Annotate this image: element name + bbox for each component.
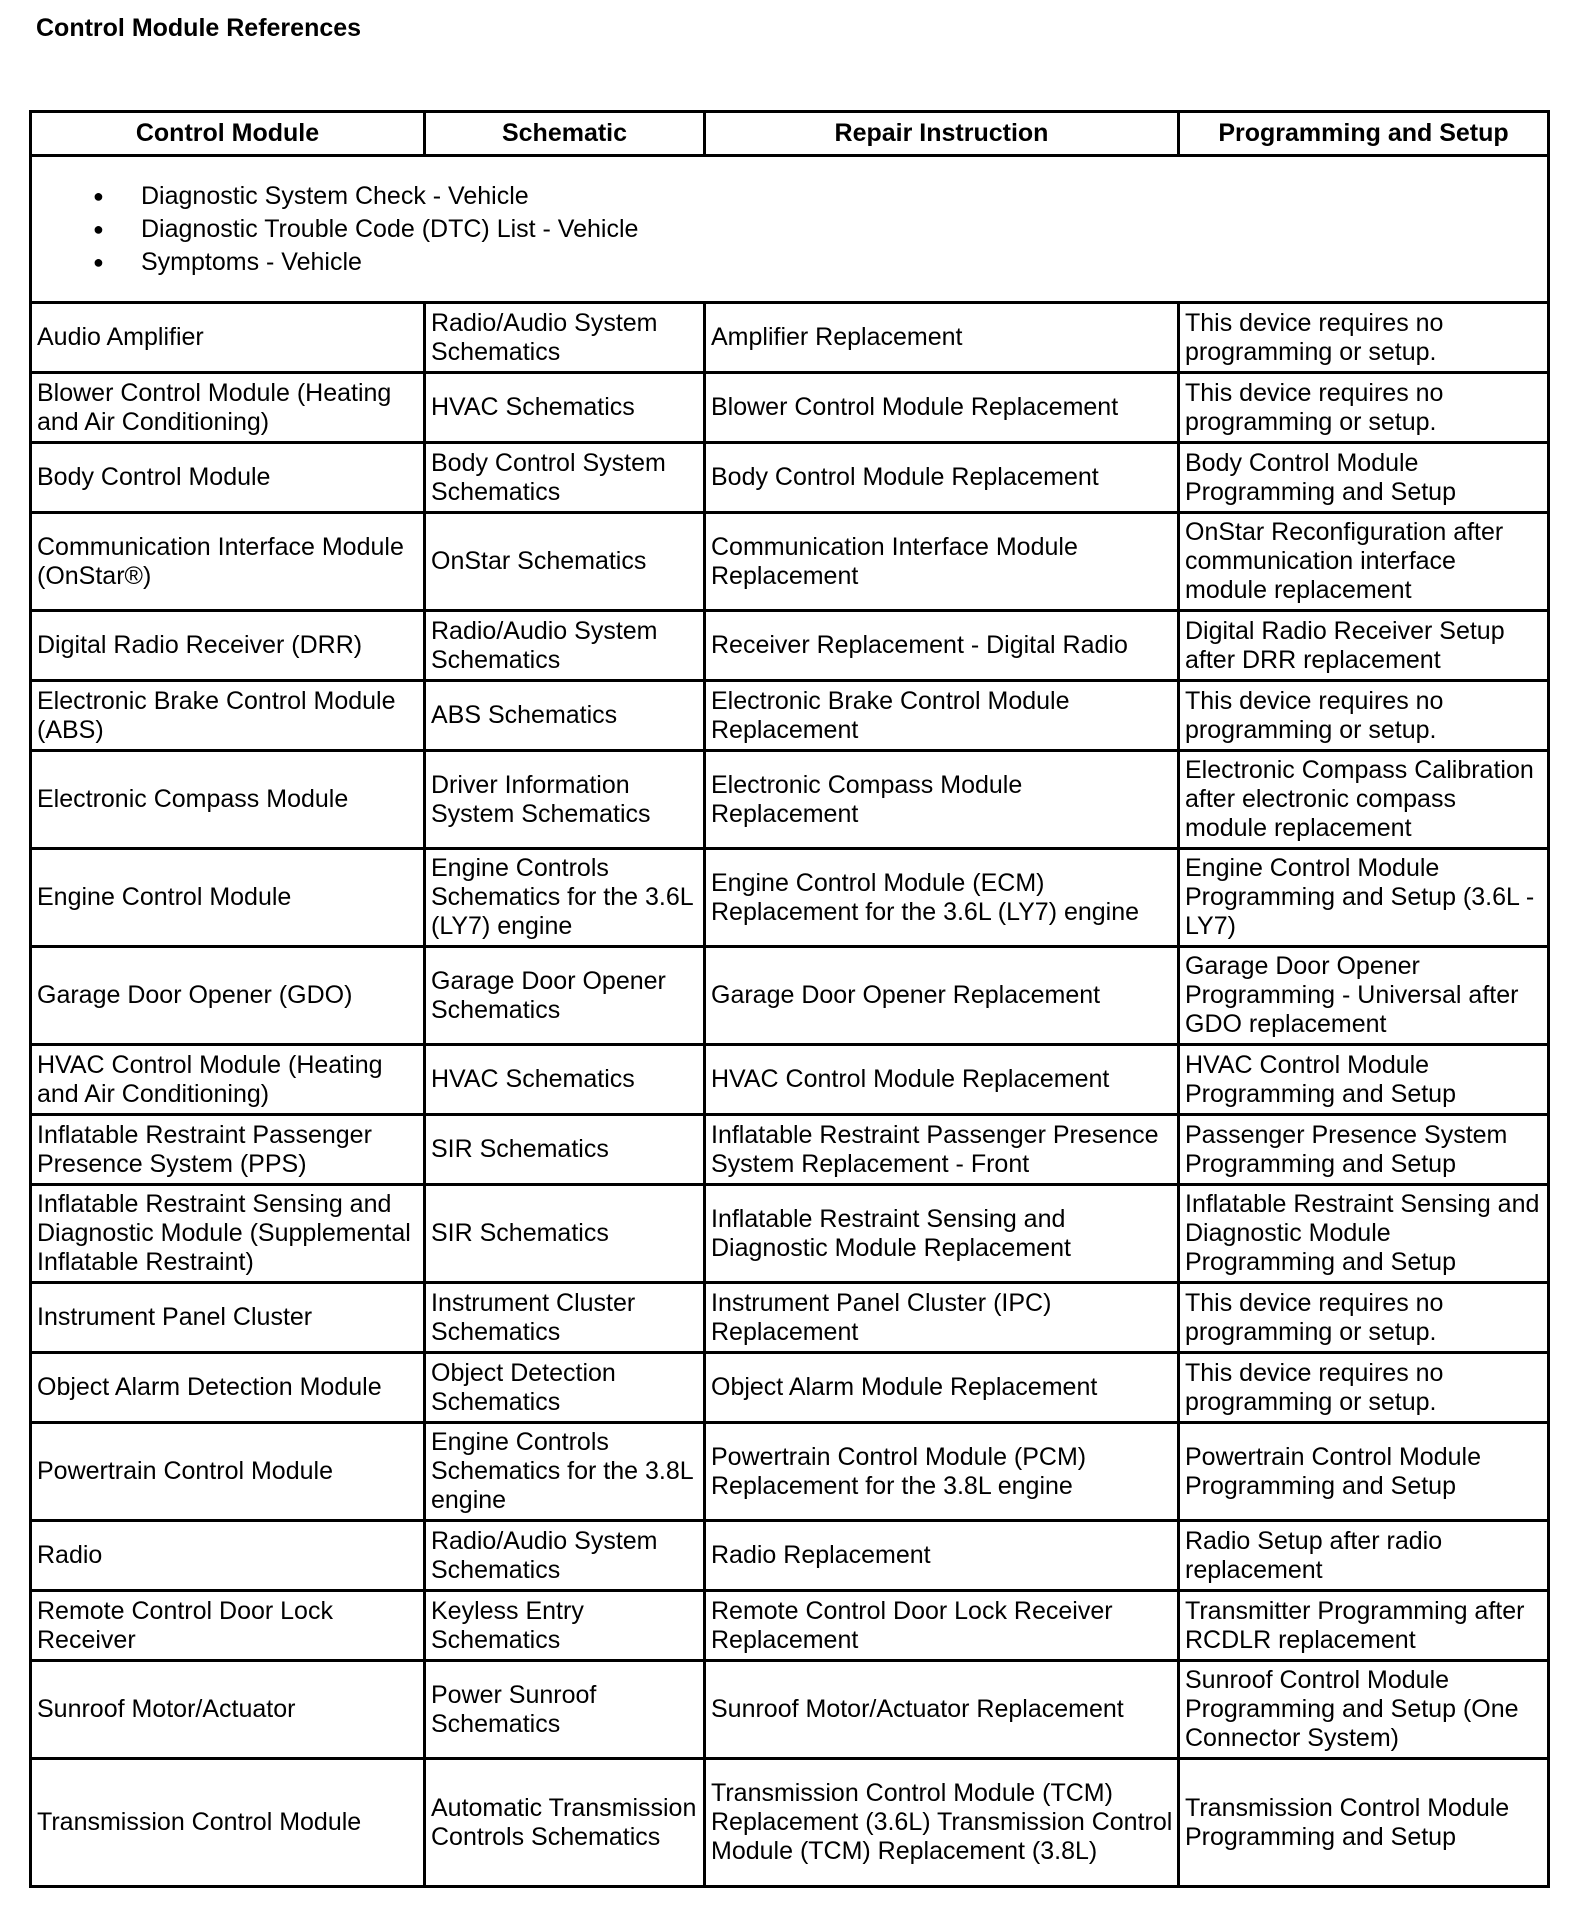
intro-item-label: Diagnostic Trouble Code (DTC) List - Vehicle [141, 214, 639, 243]
programming-setup-link[interactable]: This device requires no programming or setup. [1179, 303, 1549, 373]
repair-instruction-link[interactable]: Engine Control Module (ECM) Replacement for the 3.6L (LY7) engine [705, 849, 1179, 947]
repair-instruction-link[interactable]: Blower Control Module Replacement [705, 373, 1179, 443]
programming-setup-link[interactable]: HVAC Control Module Programming and Setup [1179, 1045, 1549, 1115]
table-row [31, 1521, 1549, 1591]
table-row [31, 1185, 1549, 1283]
page-title: Control Module References [36, 14, 362, 42]
schematic-link[interactable]: HVAC Schematics [425, 1045, 705, 1115]
schematic-link[interactable]: SIR Schematics [425, 1185, 705, 1283]
control-module-cell: Electronic Brake Control Module (ABS) [31, 681, 425, 751]
repair-instruction-link[interactable]: Remote Control Door Lock Receiver Replacement [705, 1591, 1179, 1661]
schematic-link[interactable]: ABS Schematics [425, 681, 705, 751]
repair-instruction-link[interactable]: Body Control Module Replacement [705, 443, 1179, 513]
control-module-cell: Audio Amplifier [31, 303, 425, 373]
schematic-link[interactable]: Keyless Entry Schematics [425, 1591, 705, 1661]
programming-setup-link[interactable]: Powertrain Control Module Programming and Setup [1179, 1423, 1549, 1521]
control-module-cell: Inflatable Restraint Sensing and Diagnostic Module (Supplemental Inflatable Restraint) [31, 1185, 425, 1283]
programming-setup-link[interactable]: This device requires no programming or setup. [1179, 1283, 1549, 1353]
control-module-cell: Radio [31, 1521, 425, 1591]
table-row [31, 947, 1549, 1045]
repair-instruction-link[interactable]: Garage Door Opener Replacement [705, 947, 1179, 1045]
table-row [31, 303, 1549, 373]
table-row [31, 751, 1549, 849]
table-row [31, 1353, 1549, 1423]
header-repair-instruction: Repair Instruction [705, 112, 1179, 156]
control-module-cell: Transmission Control Module [31, 1759, 425, 1887]
repair-instruction-link[interactable]: Receiver Replacement - Digital Radio [705, 611, 1179, 681]
repair-instruction-link[interactable]: Communication Interface Module Replacement [705, 513, 1179, 611]
control-module-cell: Engine Control Module [31, 849, 425, 947]
bullet-icon: ● [93, 251, 104, 272]
programming-setup-link[interactable]: Garage Door Opener Programming - Universal after GDO replacement [1179, 947, 1549, 1045]
schematic-link[interactable]: HVAC Schematics [425, 373, 705, 443]
programming-setup-link[interactable]: Transmitter Programming after RCDLR replacement [1179, 1591, 1549, 1661]
intro-item-symptoms[interactable] [37, 246, 1543, 279]
repair-instruction-link[interactable]: Electronic Brake Control Module Replacement [705, 681, 1179, 751]
programming-setup-link[interactable]: Body Control Module Programming and Setup [1179, 443, 1549, 513]
programming-setup-link[interactable]: This device requires no programming or setup. [1179, 681, 1549, 751]
control-module-reference-table [29, 110, 1550, 1888]
intro-cell [31, 156, 1549, 303]
table-row [31, 443, 1549, 513]
repair-instruction-link[interactable]: Sunroof Motor/Actuator Replacement [705, 1661, 1179, 1759]
schematic-link[interactable]: Object Detection Schematics [425, 1353, 705, 1423]
schematic-link[interactable]: Engine Controls Schematics for the 3.6L (LY7) engine [425, 849, 705, 947]
programming-setup-link[interactable]: Inflatable Restraint Sensing and Diagnostic Module Programming and Setup [1179, 1185, 1549, 1283]
programming-setup-link[interactable]: Transmission Control Module Programming and Setup [1179, 1759, 1549, 1887]
repair-instruction-link[interactable]: Radio Replacement [705, 1521, 1179, 1591]
header-schematic: Schematic [425, 112, 705, 156]
programming-setup-link[interactable]: Digital Radio Receiver Setup after DRR replacement [1179, 611, 1549, 681]
repair-instruction-link[interactable]: Transmission Control Module (TCM) Replacement (3.6L) Transmission Control Module (TCM) Replacement (3.8L) [705, 1759, 1179, 1887]
repair-instruction-link[interactable]: Inflatable Restraint Sensing and Diagnostic Module Replacement [705, 1185, 1179, 1283]
schematic-link[interactable]: Radio/Audio System Schematics [425, 303, 705, 373]
table-row [31, 1283, 1549, 1353]
control-module-cell: Blower Control Module (Heating and Air Conditioning) [31, 373, 425, 443]
control-module-cell: Digital Radio Receiver (DRR) [31, 611, 425, 681]
table-row [31, 1045, 1549, 1115]
table-row [31, 513, 1549, 611]
control-module-cell: Inflatable Restraint Passenger Presence System (PPS) [31, 1115, 425, 1185]
intro-item-label: Symptoms - Vehicle [141, 247, 362, 276]
header-control-module: Control Module [31, 112, 425, 156]
control-module-cell: Sunroof Motor/Actuator [31, 1661, 425, 1759]
schematic-link[interactable]: Body Control System Schematics [425, 443, 705, 513]
schematic-link[interactable]: Engine Controls Schematics for the 3.8L engine [425, 1423, 705, 1521]
intro-list [37, 180, 1543, 279]
header-programming-and-setup: Programming and Setup [1179, 112, 1549, 156]
intro-item-label: Diagnostic System Check - Vehicle [141, 181, 529, 210]
programming-setup-link[interactable]: Engine Control Module Programming and Setup (3.6L - LY7) [1179, 849, 1549, 947]
programming-setup-link[interactable]: OnStar Reconfiguration after communication interface module replacement [1179, 513, 1549, 611]
schematic-link[interactable]: SIR Schematics [425, 1115, 705, 1185]
programming-setup-link[interactable]: This device requires no programming or setup. [1179, 1353, 1549, 1423]
schematic-link[interactable]: Instrument Cluster Schematics [425, 1283, 705, 1353]
control-module-cell: Powertrain Control Module [31, 1423, 425, 1521]
table-row [31, 1759, 1549, 1887]
bullet-icon: ● [93, 185, 104, 206]
programming-setup-link[interactable]: Radio Setup after radio replacement [1179, 1521, 1549, 1591]
table-row [31, 373, 1549, 443]
schematic-link[interactable]: Automatic Transmission Controls Schematics [425, 1759, 705, 1887]
header-row [31, 112, 1549, 156]
repair-instruction-link[interactable]: HVAC Control Module Replacement [705, 1045, 1179, 1115]
control-module-cell: Remote Control Door Lock Receiver [31, 1591, 425, 1661]
bullet-icon: ● [93, 218, 104, 239]
table-row [31, 849, 1549, 947]
control-module-cell: Body Control Module [31, 443, 425, 513]
repair-instruction-link[interactable]: Instrument Panel Cluster (IPC) Replacement [705, 1283, 1179, 1353]
intro-item-dtc-list[interactable] [37, 213, 1543, 246]
table-row [31, 1591, 1549, 1661]
programming-setup-link[interactable]: Sunroof Control Module Programming and Setup (One Connector System) [1179, 1661, 1549, 1759]
programming-setup-link[interactable]: This device requires no programming or setup. [1179, 373, 1549, 443]
table-row [31, 1661, 1549, 1759]
control-module-cell: Object Alarm Detection Module [31, 1353, 425, 1423]
schematic-link[interactable]: Radio/Audio System Schematics [425, 611, 705, 681]
table-row [31, 1423, 1549, 1521]
repair-instruction-link[interactable]: Amplifier Replacement [705, 303, 1179, 373]
control-module-cell: Garage Door Opener (GDO) [31, 947, 425, 1045]
table-row [31, 611, 1549, 681]
repair-instruction-link[interactable]: Powertrain Control Module (PCM) Replacement for the 3.8L engine [705, 1423, 1179, 1521]
intro-item-diagnostic-system-check[interactable] [37, 180, 1543, 213]
repair-instruction-link[interactable]: Object Alarm Module Replacement [705, 1353, 1179, 1423]
intro-row [31, 156, 1549, 303]
programming-setup-link[interactable]: Electronic Compass Calibration after electronic compass module replacement [1179, 751, 1549, 849]
schematic-link[interactable]: Power Sunroof Schematics [425, 1661, 705, 1759]
control-module-cell: Instrument Panel Cluster [31, 1283, 425, 1353]
control-module-cell: Electronic Compass Module [31, 751, 425, 849]
schematic-link[interactable]: Garage Door Opener Schematics [425, 947, 705, 1045]
repair-instruction-link[interactable]: Electronic Compass Module Replacement [705, 751, 1179, 849]
table-row [31, 1115, 1549, 1185]
programming-setup-link[interactable]: Passenger Presence System Programming and Setup [1179, 1115, 1549, 1185]
table-row [31, 681, 1549, 751]
control-module-cell: HVAC Control Module (Heating and Air Conditioning) [31, 1045, 425, 1115]
repair-instruction-link[interactable]: Inflatable Restraint Passenger Presence System Replacement - Front [705, 1115, 1179, 1185]
schematic-link[interactable]: OnStar Schematics [425, 513, 705, 611]
schematic-link[interactable]: Driver Information System Schematics [425, 751, 705, 849]
control-module-cell: Communication Interface Module (OnStar®) [31, 513, 425, 611]
schematic-link[interactable]: Radio/Audio System Schematics [425, 1521, 705, 1591]
